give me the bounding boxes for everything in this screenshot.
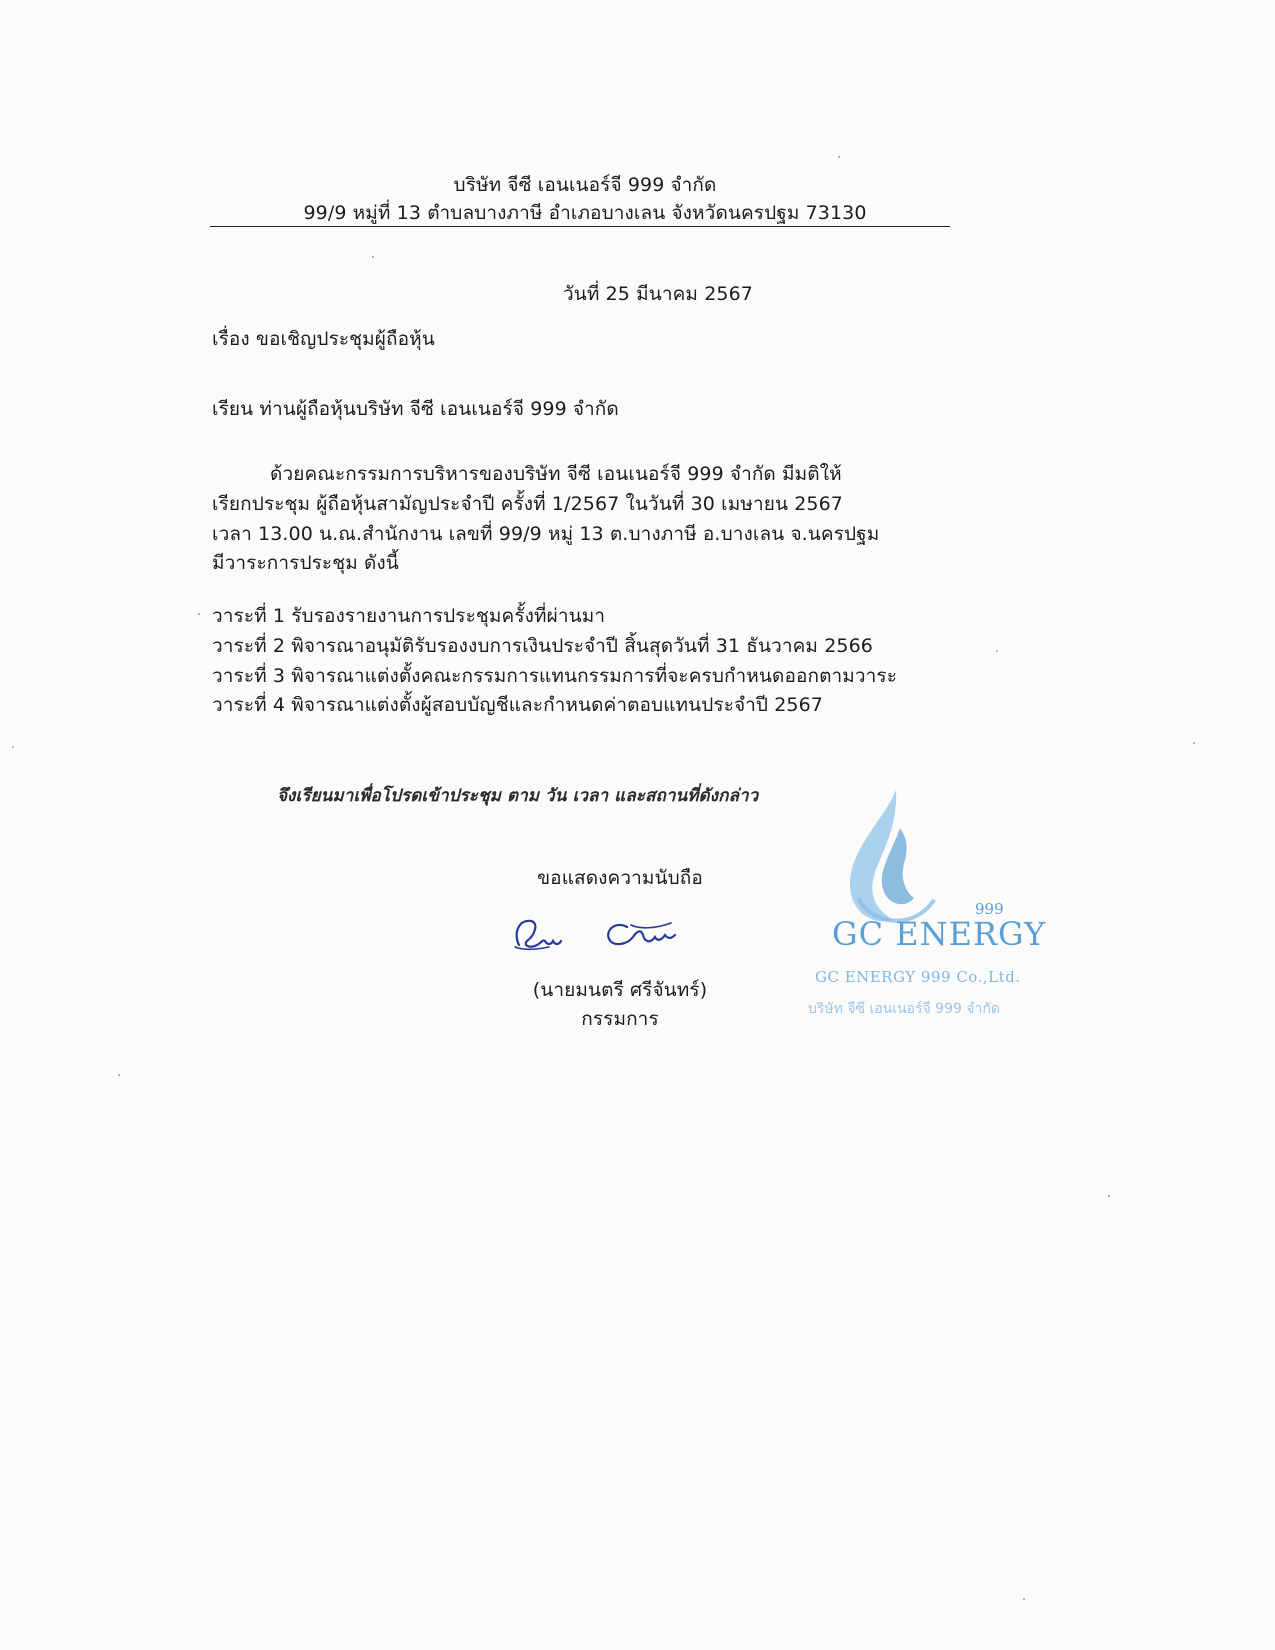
letter-subject: เรื่อง ขอเชิญประชุมผู้ถือหุ้น	[212, 328, 435, 350]
scan-speck	[1023, 1598, 1025, 1600]
scan-speck	[12, 746, 14, 748]
company-address: 99/9 หมู่ที่ 13 ตำบลบางภาษี อำเภอบางเลน จังหวัดนครปฐม 73130	[303, 202, 867, 224]
agenda-item: วาระที่ 1 รับรองรายงานการประชุมครั้งที่ผ่านมา	[212, 605, 606, 627]
body-line: มีวาระการประชุม ดังนี้	[212, 552, 399, 574]
scan-speck	[372, 256, 374, 258]
closing-line: จึงเรียนมาเพื่อโปรดเข้าประชุม ตาม วัน เวลา และสถานที่ดังกล่าว	[277, 786, 759, 806]
scan-speck	[118, 1074, 120, 1076]
agenda-item: วาระที่ 3 พิจารณาแต่งตั้งคณะกรรมการแทนกรรมการที่จะครบกำหนดออกตามวาระ	[212, 665, 898, 687]
stamp-brand: GC ENERGY	[832, 915, 1047, 953]
stamp-english-name: GC ENERGY 999 Co.,Ltd.	[815, 968, 1021, 986]
scan-speck	[838, 156, 840, 158]
letter-date: วันที่ 25 มีนาคม 2567	[563, 283, 753, 305]
letter-salutation: เรียน ท่านผู้ถือหุ้นบริษัท จีซี เอนเนอร์จี 999 จำกัด	[212, 398, 619, 420]
scan-speck	[1108, 1195, 1110, 1197]
scan-speck	[996, 650, 998, 652]
stamp-thai-name: บริษัท จีซี เอนเนอร์จี 999 จำกัด	[808, 1001, 1000, 1017]
scan-speck	[1193, 742, 1195, 744]
stamp-number: 999	[975, 900, 1004, 918]
scan-speck	[198, 613, 200, 615]
handwritten-signature	[505, 905, 705, 967]
signatory-name: (นายมนตรี ศรีจันทร์)	[532, 979, 708, 1001]
body-line: เรียกประชุม ผู้ถือหุ้นสามัญประจำปี ครั้งที่ 1/2567 ในวันที่ 30 เมษายน 2567	[212, 493, 843, 515]
header-divider	[210, 226, 950, 227]
agenda-item: วาระที่ 2 พิจารณาอนุมัติรับรองงบการเงินประจำปี สิ้นสุดวันที่ 31 ธันวาคม 2566	[212, 635, 873, 657]
signatory-title: กรรมการ	[581, 1008, 659, 1030]
regards-line: ขอแสดงความนับถือ	[537, 867, 703, 889]
body-line: เวลา 13.00 น.ณ.สำนักงาน เลขที่ 99/9 หมู่ 13 ต.บางภาษี อ.บางเลน จ.นครปฐม	[212, 523, 880, 545]
company-name: บริษัท จีซี เอนเนอร์จี 999 จำกัด	[453, 174, 717, 196]
agenda-item: วาระที่ 4 พิจารณาแต่งตั้งผู้สอบบัญชีและกำหนดค่าตอบแทนประจำปี 2567	[212, 694, 823, 716]
body-line: ด้วยคณะกรรมการบริหารของบริษัท จีซี เอนเนอร์จี 999 จำกัด มีมติให้	[270, 463, 842, 485]
